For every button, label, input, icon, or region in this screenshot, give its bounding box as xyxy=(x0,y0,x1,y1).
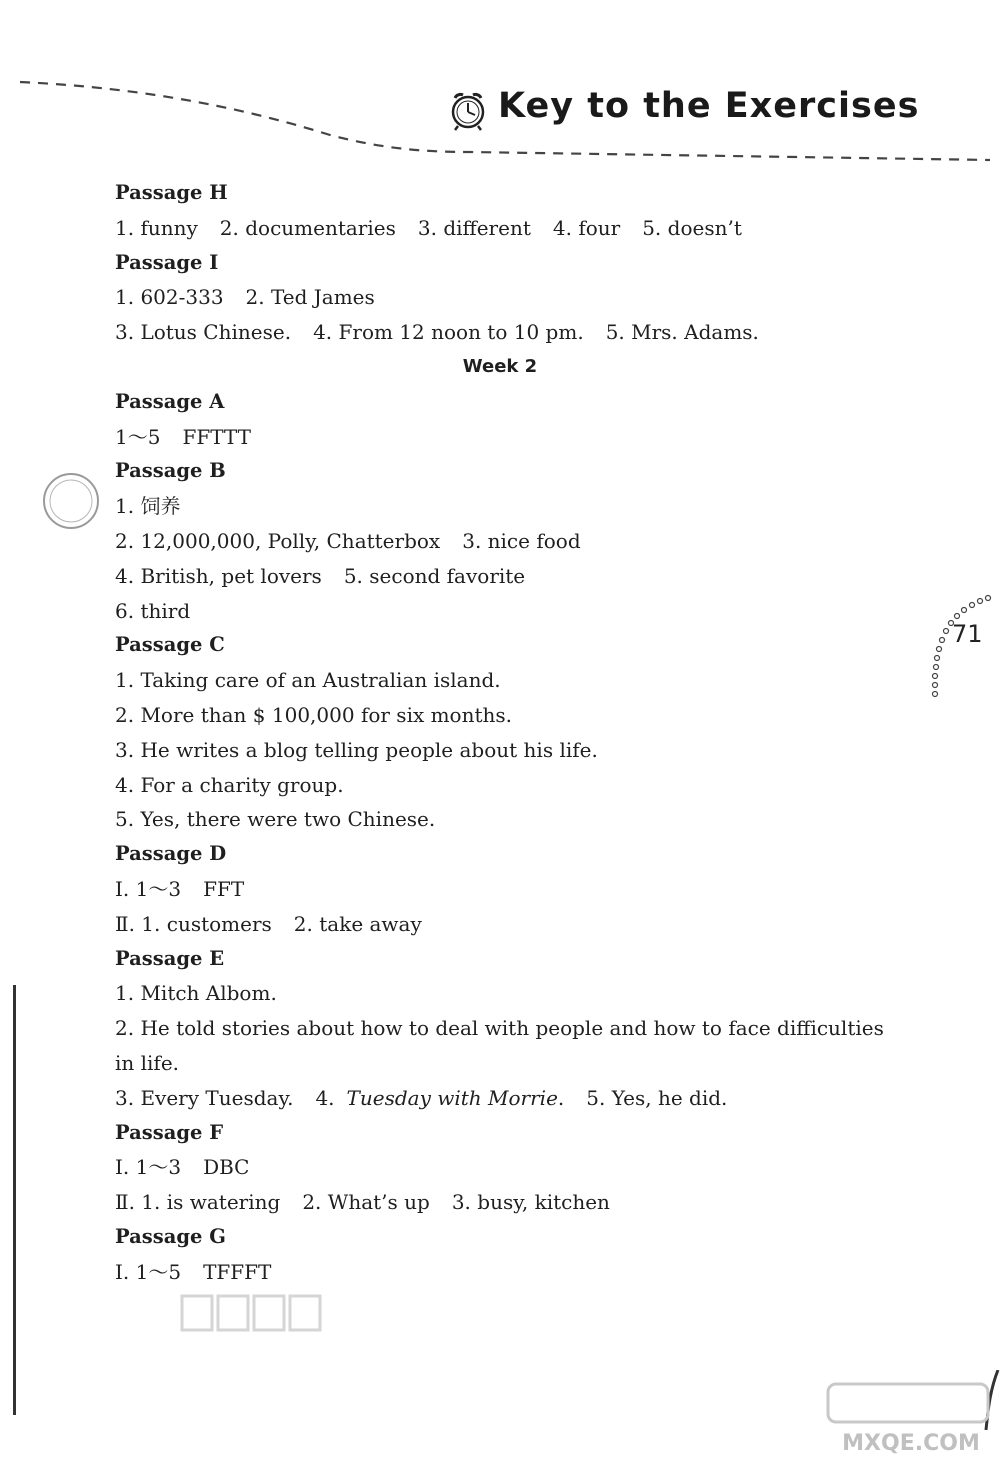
answer-item: Ⅰ. 1～3 xyxy=(115,876,182,901)
answer-item: 3. busy, kitchen xyxy=(451,1190,610,1215)
answer-item: 2. He told stories about how to deal with people and how to face difficulties xyxy=(115,1016,884,1041)
alarm-clock-icon xyxy=(446,88,490,132)
answer-item: 1. 602-333 xyxy=(115,285,224,310)
answer-item: 1. Taking care of an Australian island. xyxy=(115,668,501,693)
answer-line xyxy=(115,872,895,907)
answer-line xyxy=(115,1255,895,1290)
book-title: Tuesday with Morrie xyxy=(346,1085,558,1110)
answer-item: 2. Ted James xyxy=(245,285,375,310)
answer-line xyxy=(115,315,895,350)
answer-item: 1. Mitch Albom. xyxy=(115,981,277,1006)
section-heading: Passage I xyxy=(115,250,219,274)
answer-item: 2. More than $ 100,000 for six months. xyxy=(115,702,513,727)
answer-item: 3. Lotus Chinese. xyxy=(115,320,292,345)
answer-line xyxy=(115,420,895,455)
answer-item: 2. What’s up xyxy=(302,1190,430,1215)
answer-item: 1～5 xyxy=(115,424,161,449)
answer-line xyxy=(115,1046,895,1081)
answer-item: 5. second favorite xyxy=(343,563,526,588)
answer-item: DBC xyxy=(203,1155,250,1180)
answer-item: 4. xyxy=(315,1085,335,1110)
answer-line xyxy=(115,663,895,698)
faint-watermark-stamp xyxy=(178,1290,328,1340)
section-heading: Passage A xyxy=(115,389,225,413)
answer-item: in life. xyxy=(115,1050,180,1075)
left-margin-line xyxy=(13,985,16,1415)
answer-item: . xyxy=(557,1085,565,1110)
section-heading: Passage H xyxy=(115,181,228,204)
watermark-text: MXQE.COM xyxy=(842,1431,980,1456)
answer-item: FFTTT xyxy=(182,424,251,449)
section-heading: Passage C xyxy=(115,633,225,657)
section-heading: Passage B xyxy=(115,459,226,483)
answer-line xyxy=(115,1185,895,1220)
answer-item: 3. Every Tuesday. xyxy=(115,1085,294,1110)
answer-item: Ⅰ. 1～5 xyxy=(115,1259,182,1284)
answer-line xyxy=(115,211,895,246)
answer-line xyxy=(115,976,895,1011)
answer-item: 3. different xyxy=(417,215,531,240)
answer-item: 5. doesn’t xyxy=(642,215,742,240)
answer-item: 5. Mrs. Adams. xyxy=(605,320,759,345)
answer-item: FFT xyxy=(203,876,245,901)
answer-item: 4. four xyxy=(552,215,621,240)
section-heading: Passage F xyxy=(115,1120,224,1144)
watermark-logo xyxy=(826,1380,996,1460)
answer-key-content xyxy=(115,176,895,1290)
answer-item: 3. He writes a blog telling people about his life. xyxy=(115,737,598,762)
answer-line xyxy=(115,280,895,315)
answer-item: 2. documentaries xyxy=(219,215,396,240)
answer-line xyxy=(115,1150,895,1185)
answer-line xyxy=(115,768,895,803)
answer-item: 4. For a charity group. xyxy=(115,772,344,797)
answer-item: 1. 饲养 xyxy=(115,494,181,519)
section-heading: Passage D xyxy=(115,842,227,866)
section-heading: Passage E xyxy=(115,946,225,970)
dotted-arc-decoration xyxy=(900,590,1000,710)
answer-line xyxy=(115,907,895,942)
page-title: Key to the Exercises xyxy=(498,86,920,126)
page-number: 71 xyxy=(952,620,983,648)
answer-item: Ⅱ. 1. is watering xyxy=(115,1190,281,1215)
answer-line xyxy=(115,1081,895,1116)
section-heading: Passage G xyxy=(115,1224,226,1248)
answer-item: TFFFT xyxy=(203,1259,272,1284)
answer-line xyxy=(115,733,895,768)
answer-line xyxy=(115,559,895,594)
answer-line xyxy=(115,594,895,629)
answer-item: 2. 12,000,000, Polly, Chatterbox xyxy=(115,528,441,553)
answer-item: 6. third xyxy=(115,598,191,623)
answer-item: 4. British, pet lovers xyxy=(115,563,322,588)
answer-line xyxy=(115,489,895,524)
week-heading: Week 2 xyxy=(462,355,538,377)
answer-item: 3. nice food xyxy=(462,528,581,553)
answer-item: 4. From 12 noon to 10 pm. xyxy=(313,320,584,345)
answer-item: 2. take away xyxy=(293,911,422,936)
answer-line xyxy=(115,698,895,733)
answer-item: 1. funny xyxy=(115,215,198,240)
answer-item: 5. Yes, there were two Chinese. xyxy=(115,807,436,832)
answer-item: Ⅱ. 1. customers xyxy=(115,911,272,936)
answer-line xyxy=(115,524,895,559)
faded-stamp xyxy=(40,470,102,532)
answer-line xyxy=(115,1011,895,1046)
answer-item: 5. Yes, he did. xyxy=(586,1085,728,1110)
answer-line xyxy=(115,802,895,837)
answer-item: Ⅰ. 1～3 xyxy=(115,1155,182,1180)
